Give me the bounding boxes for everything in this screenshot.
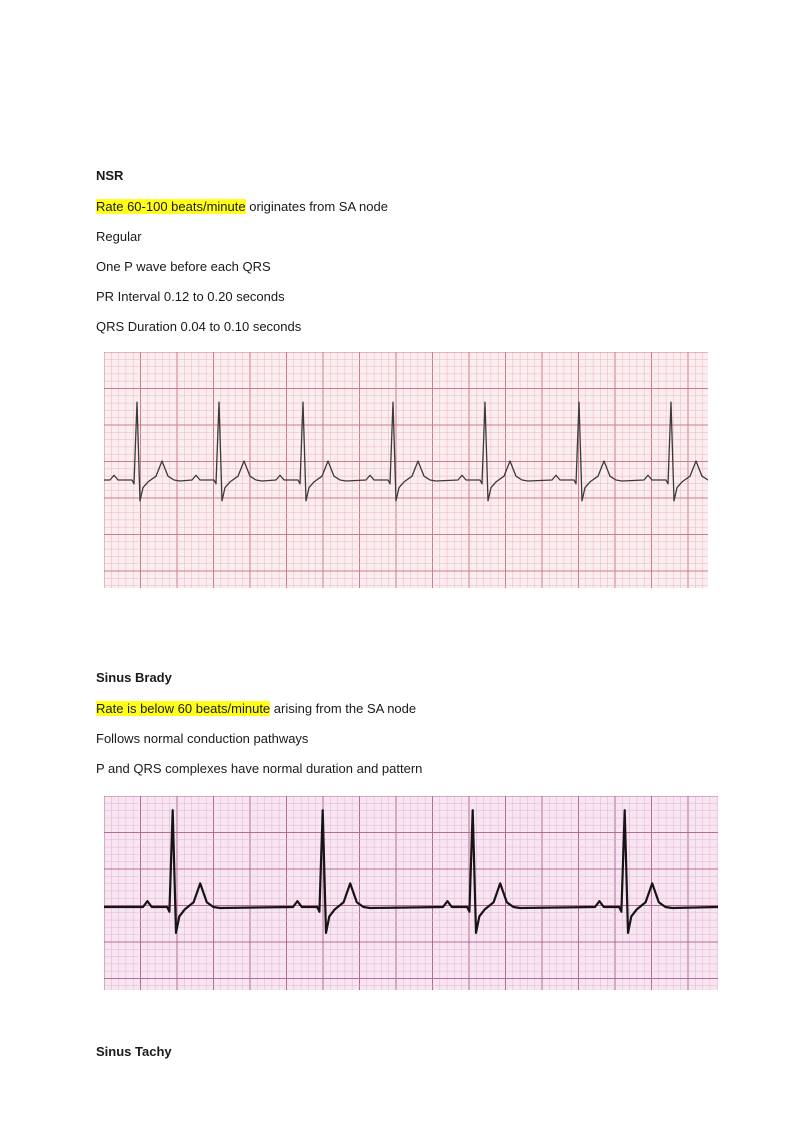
brady-rate-rest: arising from the SA node (270, 701, 417, 716)
nsr-rate-rest: originates from SA node (245, 199, 388, 214)
brady-conduction: Follows normal conduction pathways (96, 731, 309, 746)
nsr-rate-line (96, 199, 388, 215)
brady-ecg-strip (104, 796, 718, 990)
nsr-regular: Regular (96, 229, 142, 244)
brady-complexes: P and QRS complexes have normal duration and pattern (96, 761, 423, 776)
nsr-ecg-strip (104, 352, 708, 588)
nsr-rate-highlight: Rate 60-100 beats/minute (96, 199, 246, 214)
nsr-pr-interval: PR Interval 0.12 to 0.20 seconds (96, 289, 285, 304)
nsr-p-wave: One P wave before each QRS (96, 259, 271, 274)
nsr-ecg-paper (104, 352, 708, 588)
brady-heading: Sinus Brady (96, 670, 172, 685)
nsr-qrs-duration: QRS Duration 0.04 to 0.10 seconds (96, 319, 302, 334)
nsr-heading: NSR (96, 168, 124, 183)
brady-rate-line (96, 701, 416, 717)
nsr-ecg-svg (104, 352, 708, 588)
brady-rate-highlight: Rate is below 60 beats/minute (96, 701, 271, 716)
brady-ecg-svg (104, 796, 718, 990)
tachy-heading: Sinus Tachy (96, 1044, 172, 1059)
